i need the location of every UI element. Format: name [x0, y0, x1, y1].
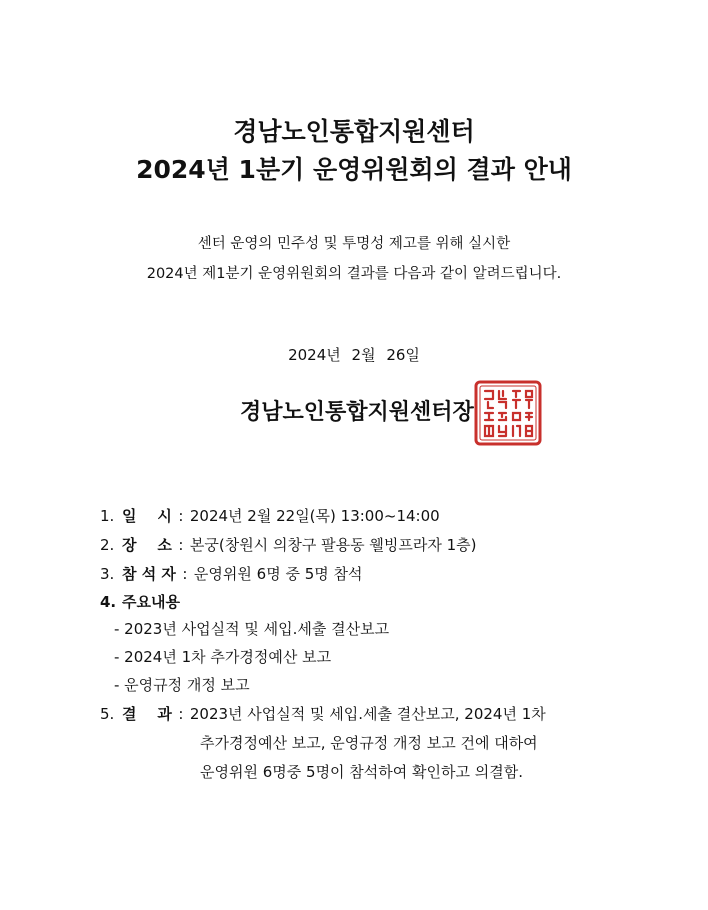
agenda-item: - 2023년 사업실적 및 세입.세출 결산보고: [114, 620, 390, 638]
colon: :: [178, 507, 184, 525]
item-label: 장 소: [122, 536, 172, 554]
agenda-item: - 운영규정 개정 보고: [114, 676, 250, 694]
item-result: [100, 703, 546, 724]
item-value: 운영위원 6명 중 5명 참석: [193, 565, 363, 583]
item-value: 2024년 2월 22일(목) 13:00~14:00: [189, 507, 440, 525]
document-date: 2024년 2월 26일: [288, 346, 420, 364]
item-label: 주요내용: [122, 593, 180, 611]
item-label: 결 과: [122, 705, 172, 723]
item-number: 2.: [100, 536, 115, 554]
intro-line-1: 센터 운영의 민주성 및 투명성 제고를 위해 실시한: [197, 236, 511, 252]
colon: :: [178, 536, 184, 554]
item-number: 4.: [100, 593, 117, 611]
colon: :: [178, 705, 184, 723]
intro-line-2: 2024년 제1분기 운영위원회의 결과를 다음과 같이 알려드립니다.: [146, 266, 562, 282]
result-continuation-line: 운영위원 6명중 5명이 참석하여 확인하고 의결함.: [200, 763, 524, 781]
item-label: 일 시: [122, 507, 172, 525]
title-line-2: 2024년 1분기 운영위원회의 결과 안내: [136, 155, 572, 184]
item-main-content: [100, 591, 180, 612]
item-date-time: [100, 505, 440, 526]
item-number: 5.: [100, 705, 115, 723]
official-seal-icon: [474, 380, 542, 446]
item-number: 3.: [100, 565, 115, 583]
result-continuation-line: 추가경정예산 보고, 운영규정 개정 보고 건에 대하여: [200, 734, 538, 752]
item-attendees: [100, 563, 363, 584]
colon: :: [182, 565, 188, 583]
item-label: 참 석 자: [122, 565, 176, 583]
title-line-1: 경남노인통합지원센터: [233, 117, 475, 146]
item-location: [100, 534, 477, 555]
signer-name: 경남노인통합지원센터장: [240, 400, 474, 425]
item-number: 1.: [100, 507, 115, 525]
item-value: 본궁(창원시 의창구 팔용동 웰빙프라자 1층): [189, 536, 477, 554]
item-value: 2023년 사업실적 및 세입.세출 결산보고, 2024년 1차: [189, 705, 546, 723]
agenda-item: - 2024년 1차 추가경정예산 보고: [114, 648, 332, 666]
